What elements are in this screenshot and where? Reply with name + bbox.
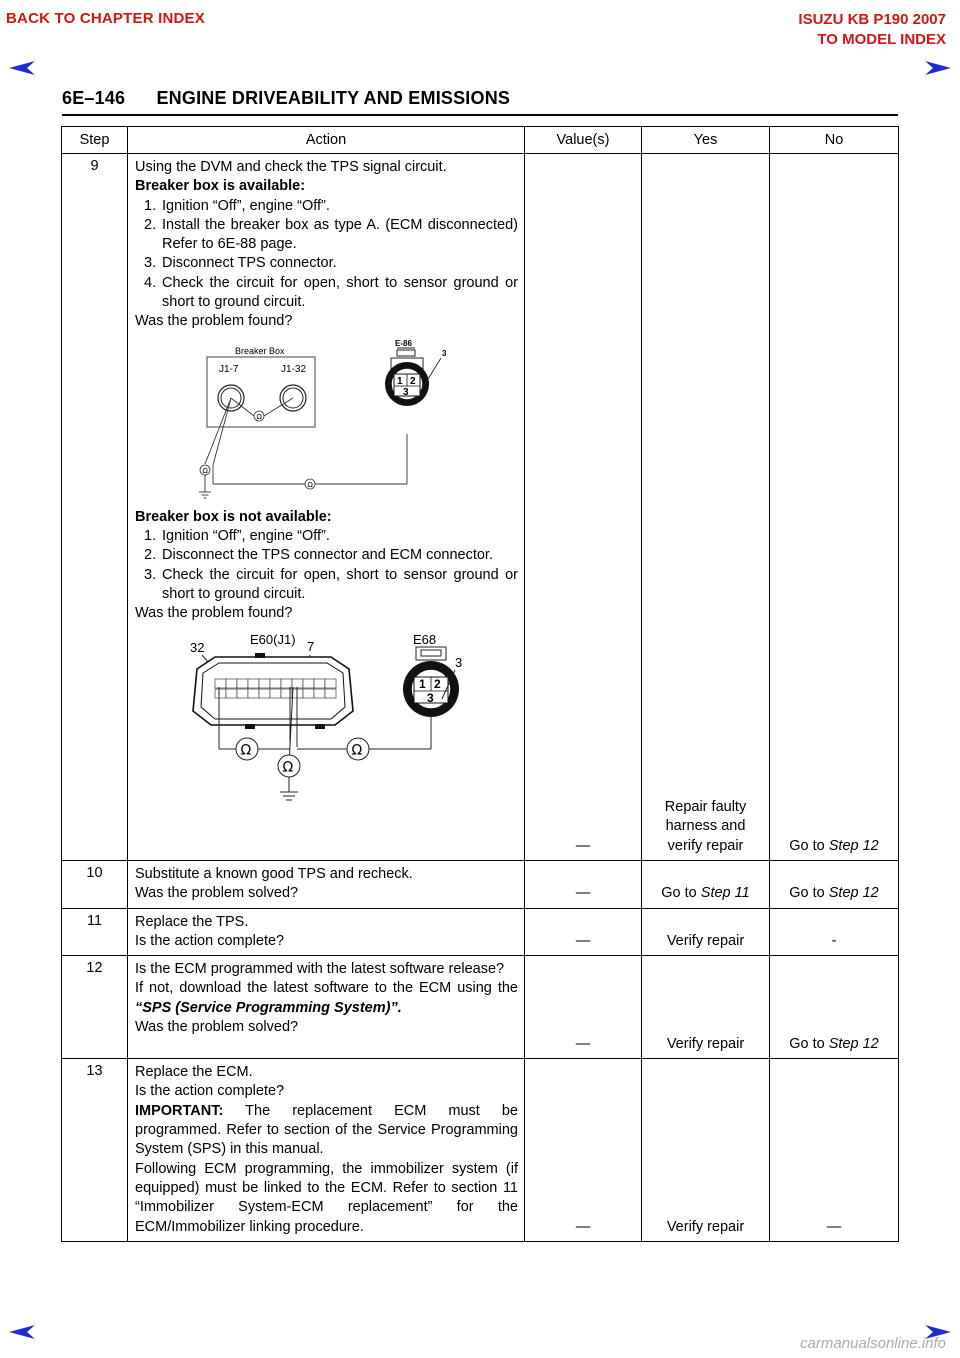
table-header-row bbox=[62, 127, 899, 154]
svg-text:3: 3 bbox=[427, 691, 434, 706]
arrow-left-icon[interactable] bbox=[8, 60, 36, 76]
value-cell: — bbox=[525, 154, 642, 861]
no-cell: — bbox=[770, 1059, 899, 1242]
action-cell bbox=[128, 154, 525, 861]
pin-label-32: 32 bbox=[190, 640, 205, 656]
ohmmeter-icon bbox=[347, 738, 369, 760]
list-item: 3. Check the circuit for open, short to sensor ground or short to ground circuit. bbox=[144, 566, 518, 602]
header-action: Action bbox=[128, 127, 525, 154]
ohmmeter-icon bbox=[200, 465, 210, 475]
pin-label-j1-32: J1-32 bbox=[281, 363, 307, 375]
model-name: ISUZU KB P190 2007 bbox=[798, 11, 946, 28]
svg-text:2: 2 bbox=[434, 677, 441, 692]
svg-text:3: 3 bbox=[403, 386, 409, 398]
title-divider bbox=[62, 114, 898, 116]
action-cell: Replace the ECM. Is the action complete? IMPORTANT: The replacement ECM must be programmed. Refer to section of the Service Programming System (SPS) in this manual. Following ECM programming, the immobilizer system (if equipped) must be linked to the ECM. Refer to section 11 “Immobilizer System-ECM replacement” for the ECM/Immobilizer linking procedure. bbox=[128, 1059, 525, 1242]
yes-cell: Verify repair bbox=[642, 908, 770, 956]
step-number: 12 bbox=[62, 956, 128, 1059]
step-number: 13 bbox=[62, 1059, 128, 1242]
action-cell: Is the ECM programmed with the latest software release? If not, download the latest software to the ECM using the “SPS (Service Programming System)”. Was the problem solved? bbox=[128, 956, 525, 1059]
svg-text:Ω: Ω bbox=[351, 742, 363, 759]
action-cell: Replace the TPS. Is the action complete? bbox=[128, 908, 525, 956]
svg-text:Ω: Ω bbox=[282, 759, 294, 776]
header-no: No bbox=[770, 127, 899, 154]
step-number: 9 bbox=[62, 154, 128, 861]
svg-text:Ω: Ω bbox=[202, 466, 208, 475]
no-cell: Go to Step 12 bbox=[770, 956, 899, 1059]
svg-text:1: 1 bbox=[419, 677, 426, 692]
ohmmeter-icon bbox=[278, 755, 300, 777]
svg-text:Ω: Ω bbox=[307, 480, 313, 489]
yes-cell: Verify repair bbox=[642, 956, 770, 1059]
arrow-left-icon[interactable] bbox=[8, 1324, 36, 1340]
step-link[interactable]: Step 12 bbox=[828, 885, 879, 902]
header-values: Value(s) bbox=[525, 127, 642, 154]
value-cell: — bbox=[525, 908, 642, 956]
table-row bbox=[62, 154, 899, 861]
instruction-list bbox=[135, 527, 518, 604]
connector-label-e68: E68 bbox=[413, 632, 437, 648]
value-cell: — bbox=[525, 861, 642, 909]
step-link[interactable]: Step 12 bbox=[828, 1035, 879, 1052]
list-item: 3. Disconnect TPS connector. bbox=[144, 255, 337, 272]
svg-text:Ω: Ω bbox=[240, 742, 252, 759]
ecm-connector-diagram bbox=[135, 627, 518, 805]
connector-label-e86: E-86 bbox=[395, 338, 412, 348]
action-text: Using the DVM and check the TPS signal circuit. bbox=[135, 159, 447, 175]
value-cell: — bbox=[525, 1059, 642, 1242]
section-heading: Breaker box is not available: bbox=[135, 508, 332, 525]
list-item: 2. Disconnect the TPS connector and ECM connector. bbox=[144, 547, 493, 564]
model-index-link[interactable] bbox=[798, 10, 946, 50]
action-cell: Substitute a known good TPS and recheck. Was the problem solved? bbox=[128, 861, 525, 909]
step-number: 10 bbox=[62, 861, 128, 909]
list-item: 1. Ignition “Off”, engine “Off”. bbox=[144, 527, 330, 544]
table-row bbox=[62, 956, 899, 1059]
no-cell: Go to Step 12 bbox=[770, 861, 899, 909]
ohmmeter-icon bbox=[305, 479, 315, 489]
question-text: Was the problem found? bbox=[135, 605, 293, 622]
header-step: Step bbox=[62, 127, 128, 154]
header-yes: Yes bbox=[642, 127, 770, 154]
instruction-list bbox=[135, 197, 518, 313]
question-text: Was the problem found? bbox=[135, 313, 293, 330]
pin-number-label: 3 bbox=[442, 348, 447, 358]
list-item: 1. Ignition “Off”, engine “Off”. bbox=[144, 197, 330, 214]
yes-cell: Repair faulty harness and verify repair bbox=[642, 154, 770, 861]
step-link[interactable]: Step 11 bbox=[700, 885, 750, 902]
breaker-box-label: Breaker Box bbox=[235, 345, 285, 356]
breaker-box-diagram bbox=[135, 334, 518, 504]
arrow-right-icon[interactable] bbox=[924, 60, 952, 76]
step-number: 11 bbox=[62, 908, 128, 956]
no-cell: Go to Step 12 bbox=[770, 154, 899, 861]
pin-label-j1-7: J1-7 bbox=[219, 363, 239, 375]
ohmmeter-icon bbox=[236, 738, 258, 760]
watermark: carmanualsonline.info bbox=[800, 1335, 946, 1352]
value-cell: — bbox=[525, 956, 642, 1059]
step-link[interactable]: Step 12 bbox=[828, 837, 879, 854]
svg-text:2: 2 bbox=[410, 375, 416, 387]
svg-text:1: 1 bbox=[397, 375, 403, 387]
back-to-chapter-index-link[interactable]: BACK TO CHAPTER INDEX bbox=[6, 10, 205, 27]
table-row bbox=[62, 1059, 899, 1242]
ecm-connector-label: E60(J1) bbox=[250, 632, 296, 648]
list-item: 4. Check the circuit for open, short to sensor ground or short to ground circuit. bbox=[144, 274, 518, 311]
pin-number-label: 3 bbox=[455, 655, 463, 671]
ground-icon bbox=[199, 492, 211, 498]
important-label: IMPORTANT: bbox=[135, 1102, 224, 1119]
no-cell: - bbox=[770, 908, 899, 956]
page-title: 6E–146 ENGINE DRIVEABILITY AND EMISSIONS bbox=[62, 88, 511, 108]
pin-label-7: 7 bbox=[307, 639, 315, 655]
to-model-index-label: TO MODEL INDEX bbox=[817, 31, 946, 48]
table-row bbox=[62, 908, 899, 956]
list-item: 2. Install the breaker box as type A. (ECM disconnected) Refer to 6E-88 page. bbox=[144, 216, 518, 253]
diagnostic-table bbox=[61, 126, 899, 1242]
yes-cell: Go to Step 11 bbox=[642, 861, 770, 909]
ohmmeter-icon bbox=[254, 411, 264, 421]
svg-text:Ω: Ω bbox=[256, 412, 262, 421]
ground-icon bbox=[280, 792, 298, 800]
section-heading: Breaker box is available: bbox=[135, 178, 306, 195]
yes-cell: Verify repair bbox=[642, 1059, 770, 1242]
table-row bbox=[62, 861, 899, 909]
